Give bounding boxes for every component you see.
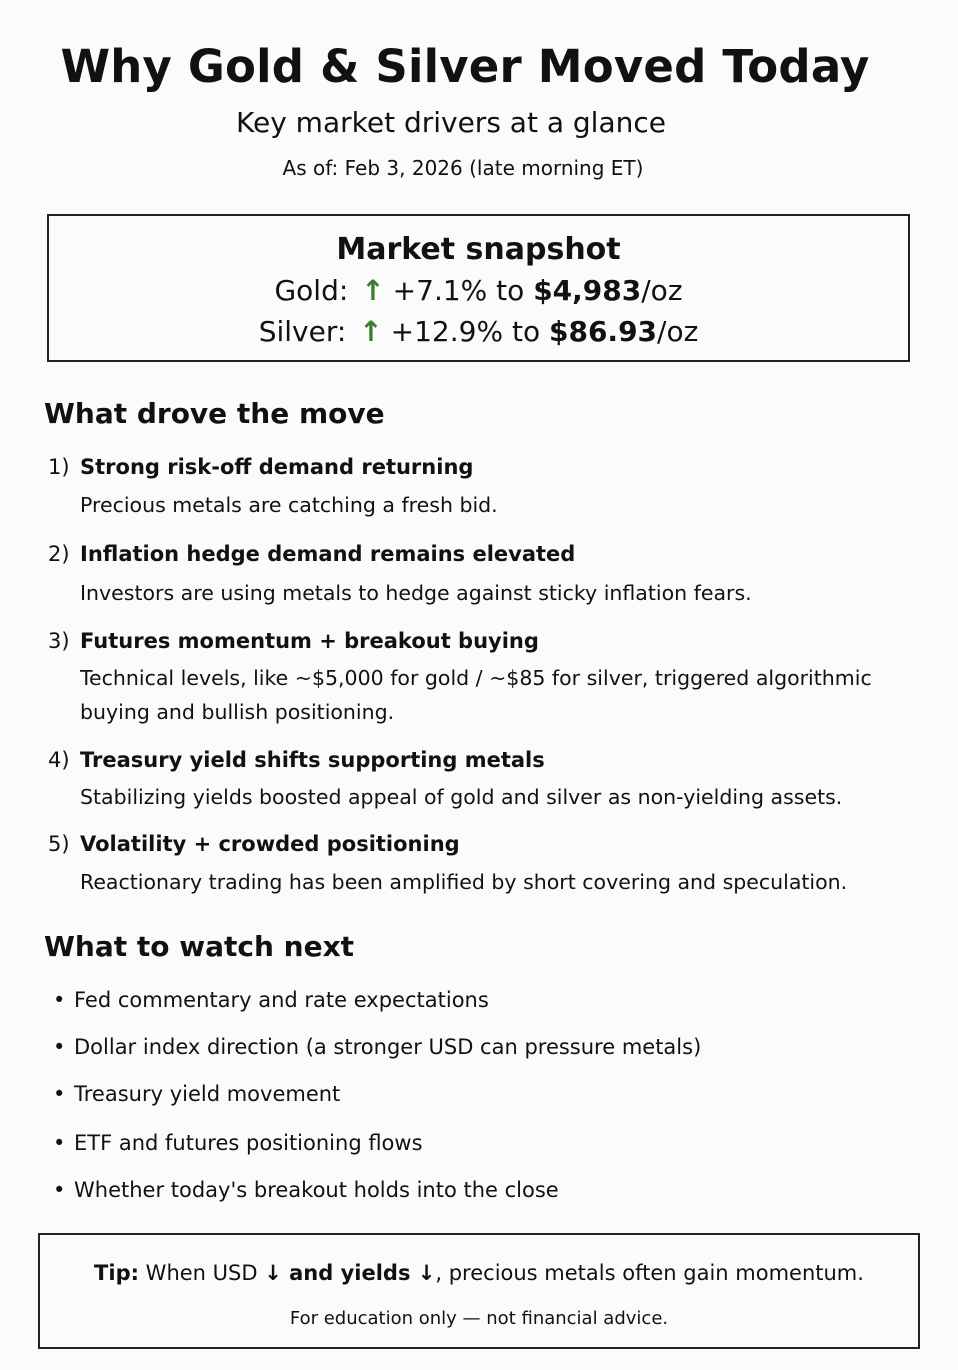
tip-line [40, 1261, 918, 1285]
driver-title: Futures momentum + breakout buying [80, 629, 539, 653]
bullet-icon: • [53, 988, 66, 1012]
driver-number: 4) [48, 748, 70, 772]
bullet-icon: • [53, 1035, 66, 1059]
tip-label: Tip: [94, 1261, 139, 1285]
silver-unit: /oz [657, 315, 699, 348]
arrow-up-icon: ↑ [359, 315, 383, 348]
gold-change: +7.1% to [392, 274, 525, 307]
silver-price: $86.93 [548, 315, 658, 348]
watch-item: Treasury yield movement [74, 1082, 341, 1106]
silver-change: +12.9% to [390, 315, 541, 348]
driver-description: Stabilizing yields boosted appeal of gold and silver as non-yielding assets. [80, 785, 843, 809]
bullet-icon: • [53, 1178, 66, 1202]
silver-label: Silver: [258, 315, 347, 348]
driver-title: Strong risk-off demand returning [80, 455, 474, 479]
tip-text-1: When USD [139, 1261, 265, 1285]
driver-title: Volatility + crowded positioning [80, 832, 460, 856]
watch-item: ETF and futures positioning flows [74, 1131, 423, 1155]
driver-title: Treasury yield shifts supporting metals [80, 748, 545, 772]
watch-heading: What to watch next [44, 930, 355, 963]
driver-number: 2) [48, 542, 70, 566]
bullet-icon: • [53, 1082, 66, 1106]
tip-text-2: and yields [281, 1261, 418, 1285]
gold-price: $4,983 [533, 274, 642, 307]
drivers-heading: What drove the move [44, 397, 385, 430]
tip-text-3: , precious metals often gain momentum. [435, 1261, 864, 1285]
driver-description: Reactionary trading has been amplified by short covering and speculation. [80, 870, 848, 894]
driver-title: Inflation hedge demand remains elevated [80, 542, 576, 566]
gold-unit: /oz [641, 274, 683, 307]
as-of-date: As of: Feb 3, 2026 (late morning ET) [282, 156, 644, 180]
page-title: Why Gold & Silver Moved Today [60, 40, 870, 93]
bullet-icon: • [53, 1131, 66, 1155]
driver-description: Precious metals are catching a fresh bid. [80, 493, 498, 517]
disclaimer: For education only — not financial advice. [289, 1308, 669, 1329]
gold-snapshot-line [49, 274, 908, 307]
driver-description: Technical levels, like ~$5,000 for gold / ~$85 for silver, triggered algorithmic buying and bullish positioning. [80, 666, 872, 724]
driver-number: 1) [48, 455, 70, 479]
watch-item: Fed commentary and rate expectations [74, 988, 489, 1012]
driver-number: 5) [48, 832, 70, 856]
tip-box [38, 1233, 920, 1349]
arrow-up-icon: ↑ [361, 274, 385, 307]
watch-item: Whether today's breakout holds into the close [74, 1178, 559, 1202]
arrow-down-icon: ↓ [417, 1261, 436, 1285]
watch-item: Dollar index direction (a stronger USD can pressure metals) [74, 1035, 702, 1059]
driver-description: Investors are using metals to hedge against sticky inflation fears. [80, 581, 752, 605]
arrow-down-icon: ↓ [264, 1261, 282, 1285]
silver-snapshot-line [49, 315, 908, 348]
gold-label: Gold: [274, 274, 349, 307]
driver-number: 3) [48, 629, 70, 653]
market-snapshot-box [47, 214, 910, 362]
page-subtitle: Key market drivers at a glance [236, 106, 666, 139]
snapshot-title: Market snapshot [336, 232, 621, 267]
